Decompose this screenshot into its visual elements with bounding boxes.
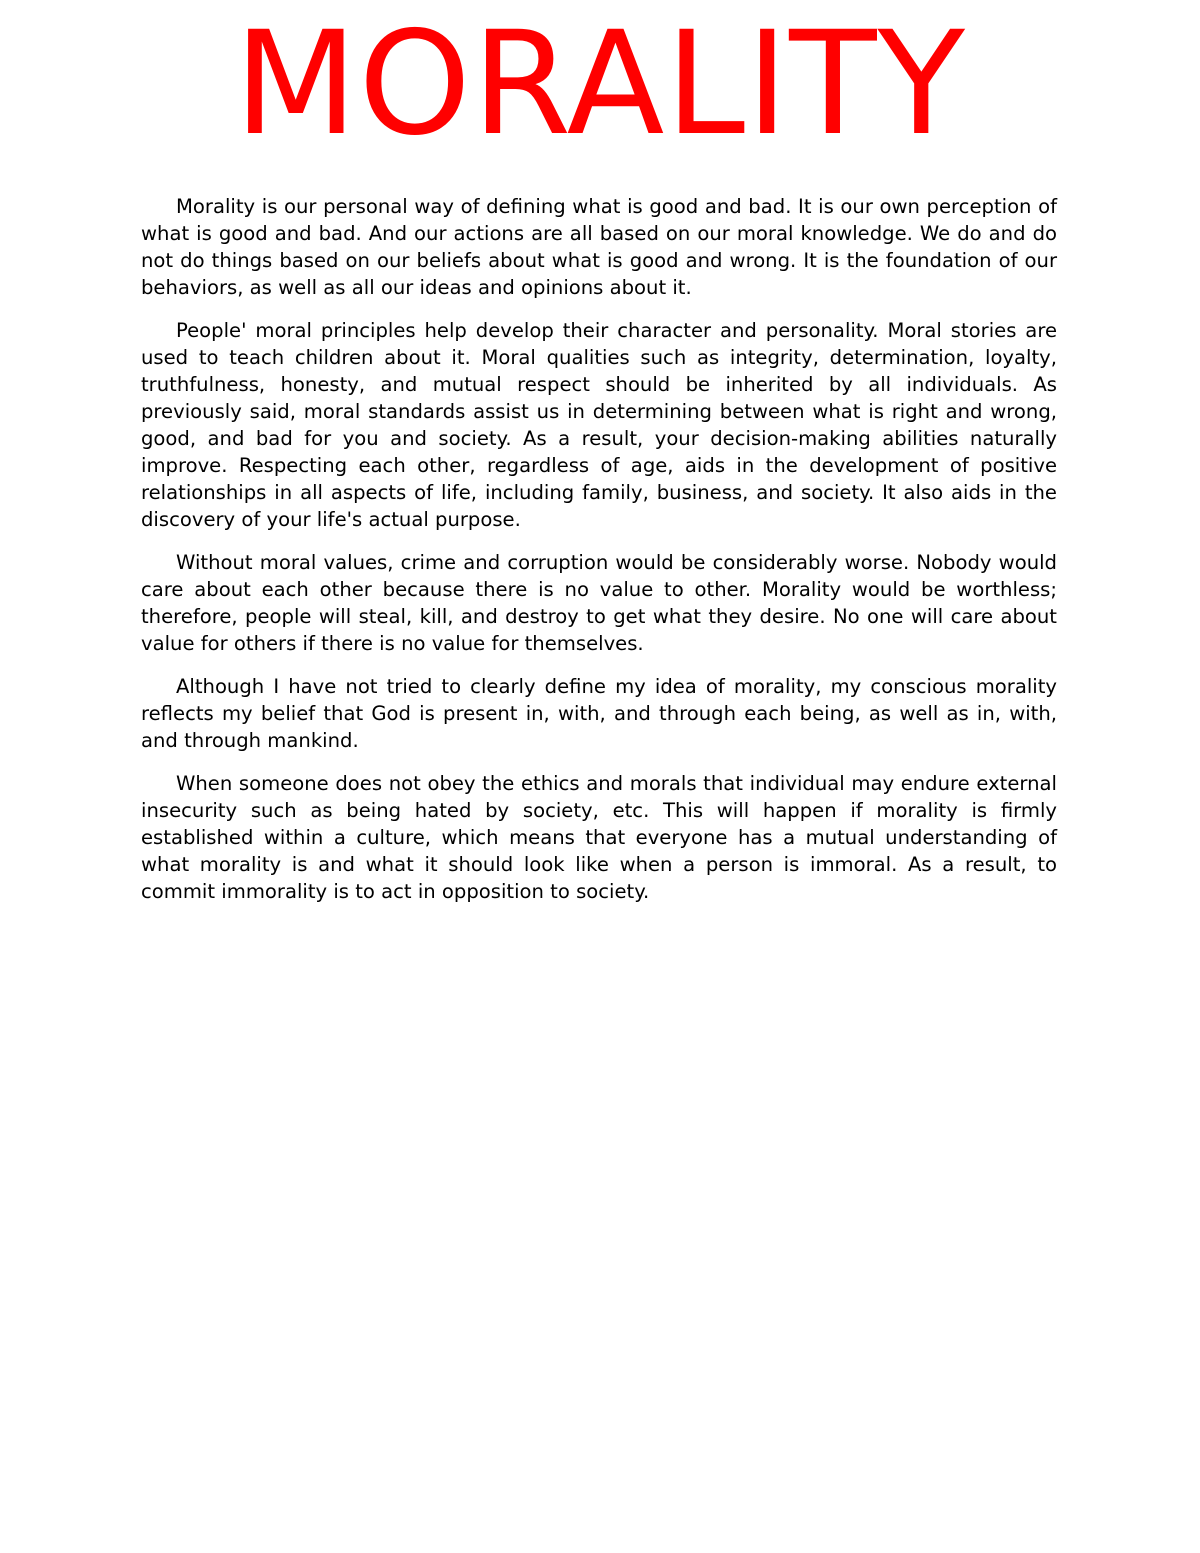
body-paragraph: When someone does not obey the ethics and morals that individual may endure external insecurity such as being hated by society, etc. This will happen if morality is firmly established within a culture, which means that everyone has a mutual understanding of what morality is and what it should look like when a person is immoral. As a result, to commit immorality is to act in opposition to society. bbox=[141, 772, 1057, 903]
body-paragraph: Morality is our personal way of defining what is good and bad. It is our own perception of what is good and bad. And our actions are all based on our moral knowledge. We do and do not do things based on our beliefs about what is good and wrong. It is the foundation of our behaviors, as well as all our ideas and opinions about it. bbox=[141, 195, 1057, 299]
body-paragraph: People' moral principles help develop their character and personality. Moral stories are used to teach children about it. Moral qualities such as integrity, determination, loyalty, truthfulness, honesty, and mutual respect should be inherited by all individuals. As previously said, moral standards assist us in determining between what is right and wrong, good, and bad for you and society. As a result, your decision-making abilities naturally improve. Respecting each other, regardless of age, aids in the development of positive relationships in all aspects of life, including family, business, and society. It also aids in the discovery of your life's actual purpose. bbox=[141, 319, 1057, 531]
body-paragraph: Without moral values, crime and corruption would be considerably worse. Nobody would care about each other because there is no value to other. Morality would be worthless; therefore, people will steal, kill, and destroy to get what they desire. No one will care about value for others if there is no value for themselves. bbox=[141, 551, 1057, 655]
body-paragraph: Although I have not tried to clearly define my idea of morality, my conscious morality reflects my belief that God is present in, with, and through each being, as well as in, with, and through mankind. bbox=[141, 675, 1057, 752]
document-title: MORALITY bbox=[234, 0, 966, 167]
document-body bbox=[141, 193, 1057, 921]
